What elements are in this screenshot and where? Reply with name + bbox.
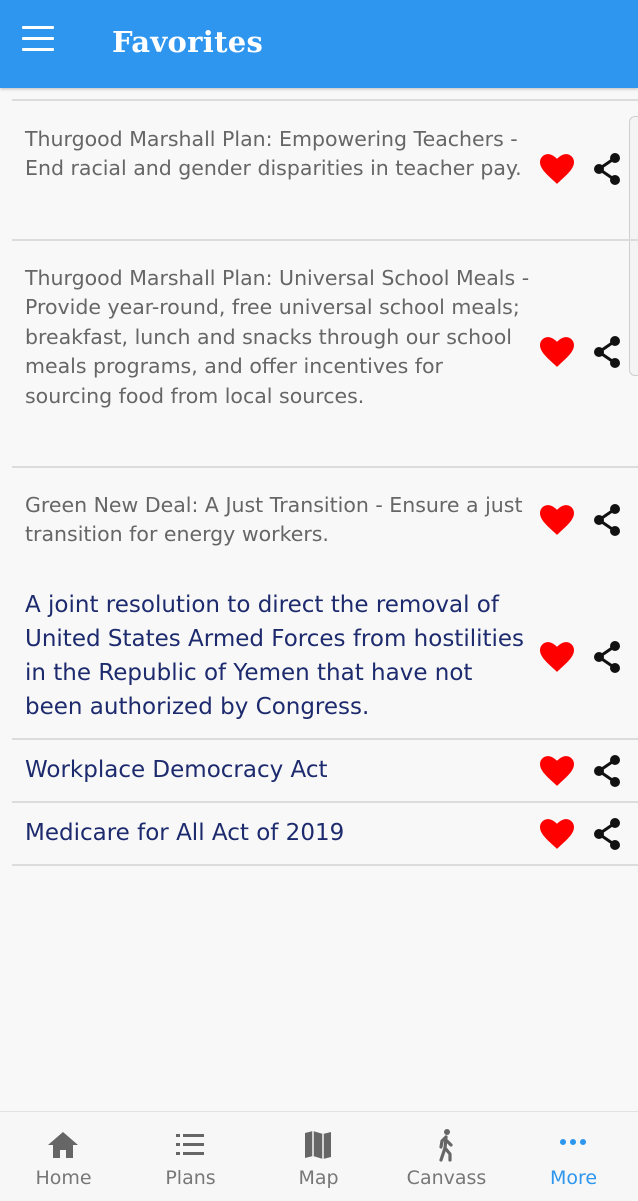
- tab-more[interactable]: [510, 1112, 637, 1201]
- app-bar: [0, 0, 638, 88]
- item-text: Thurgood Marshall Plan: Universal School Meals - Provide year-round, free universal school meals; breakfast, lunch and snacks through our school meals programs, and offer incentives for sourcing food from local sources.: [25, 266, 530, 408]
- favorites-list[interactable]: [0, 88, 638, 1110]
- item-text: A joint resolution to direct the removal of United States Armed Forces from hostilities in the Republic of Yemen that have not been authorized by Congress.: [25, 592, 525, 720]
- item-text: Thurgood Marshall Plan: Empowering Teachers - End racial and gender disparities in teacher pay.: [25, 127, 522, 181]
- list-icon: [172, 1128, 208, 1162]
- tab-map[interactable]: [255, 1112, 382, 1201]
- share-icon[interactable]: [591, 754, 623, 788]
- list-item[interactable]: [0, 101, 638, 239]
- divider: [12, 864, 638, 866]
- map-icon: [300, 1128, 336, 1162]
- tab-label: Canvass: [406, 1167, 487, 1189]
- bottom-tab-bar: [0, 1111, 638, 1201]
- share-icon[interactable]: [591, 640, 623, 674]
- tab-plans[interactable]: [127, 1112, 254, 1201]
- hamburger-menu-icon[interactable]: [22, 26, 62, 62]
- tab-home[interactable]: [0, 1112, 127, 1201]
- tab-canvass[interactable]: [383, 1112, 510, 1201]
- tab-label: Plans: [165, 1167, 216, 1189]
- item-text: Workplace Democracy Act: [25, 757, 328, 783]
- list-item[interactable]: [0, 803, 638, 864]
- share-icon[interactable]: [591, 817, 623, 851]
- share-icon[interactable]: [591, 503, 623, 537]
- heart-icon[interactable]: [540, 505, 574, 535]
- page-title: Favorites: [112, 25, 264, 59]
- heart-icon[interactable]: [540, 756, 574, 786]
- list-item[interactable]: [0, 558, 638, 738]
- tab-label: More: [549, 1167, 598, 1189]
- walking-person-icon: [428, 1128, 464, 1162]
- home-icon: [45, 1128, 81, 1162]
- share-icon[interactable]: [591, 335, 623, 369]
- heart-icon[interactable]: [540, 642, 574, 672]
- list-item[interactable]: [0, 740, 638, 801]
- list-item[interactable]: [0, 468, 638, 558]
- item-text: Green New Deal: A Just Transition - Ensure a just transition for energy workers.: [25, 493, 523, 547]
- heart-icon[interactable]: [540, 337, 574, 367]
- more-dots-icon: [555, 1128, 591, 1162]
- item-text: Medicare for All Act of 2019: [25, 820, 345, 846]
- share-icon[interactable]: [591, 152, 623, 186]
- heart-icon[interactable]: [540, 819, 574, 849]
- tab-label: Home: [35, 1167, 92, 1189]
- tab-label: Map: [298, 1167, 339, 1189]
- list-item[interactable]: [0, 241, 638, 466]
- heart-icon[interactable]: [540, 154, 574, 184]
